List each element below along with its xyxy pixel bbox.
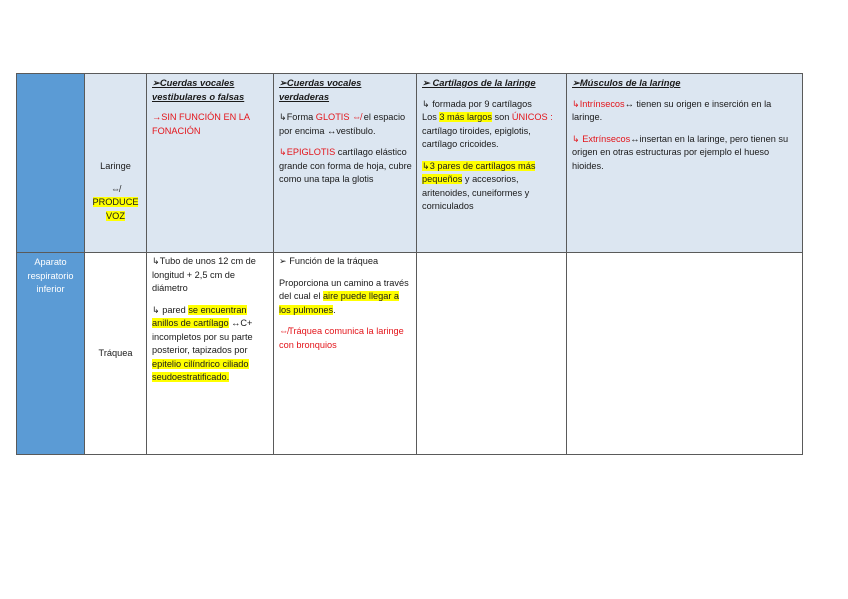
laringe-row	[17, 74, 803, 253]
musculos-extrinsecos: ↳ Extrínsecos↔insertan en la laringe, pero tienen su origen en otras estructuras por ejemplo el hueso hioides.	[572, 133, 789, 171]
traquea-function-header: ➢ Función de la tráquea	[279, 256, 379, 266]
cartilagos-header: ➢ Cartílagos de la laringe	[422, 77, 536, 88]
vestibulares-header-line2: vestibulares o falsas	[152, 90, 245, 102]
traquea-desc-p1: ↳Tubo de unos 12 cm de longitud + 2,5 cm de diámetro	[152, 256, 256, 293]
empty-cell-2	[567, 253, 803, 455]
laringe-label-cell	[85, 74, 147, 253]
traquea-desc-cell	[147, 253, 274, 455]
cartilagos-p1: ↳ formada por 9 cartílagos Los 3 más largos son ÚNICOS : cartílago tiroides, epiglotis, cartílago cricoides.	[422, 98, 553, 149]
verdaderas-header-line2: verdaderas	[279, 90, 330, 102]
row-header-text: Aparato respiratorio inferior	[27, 257, 74, 294]
verdaderas-header-line1: ➢Cuerdas vocales	[279, 77, 362, 88]
verdaderas-cell	[274, 74, 417, 253]
musculos-intrinsecos: ↳Intrínsecos↔ tienen su origen e inserción en la laringe.	[572, 98, 772, 122]
row-header-cell	[17, 253, 85, 455]
laringe-function-line2: VOZ	[106, 210, 125, 221]
cartilagos-cell	[417, 74, 567, 253]
empty-cell-1	[417, 253, 567, 455]
laringe-function-line1: PRODUCE	[92, 197, 139, 207]
laringe-symbol: ⇎	[110, 183, 121, 194]
respiratory-table	[16, 73, 803, 455]
traquea-row	[17, 253, 803, 455]
traquea-label-cell	[85, 253, 147, 455]
traquea-function-p2: ⇎Tráquea comunica la laringe con bronquios	[279, 326, 404, 350]
verdaderas-forma: ↳Forma GLOTIS ⇎ el espacio por encima ↔vestíbulo.	[279, 112, 406, 136]
musculos-cell	[567, 74, 803, 253]
vestibulares-cell	[147, 74, 274, 253]
traquea-function-cell	[274, 253, 417, 455]
musculos-header: ➢Músculos de la laringe	[572, 77, 681, 88]
blue-header-cell-top	[17, 74, 85, 253]
laringe-name: Laringe	[100, 161, 131, 171]
traquea-desc-p2: ↳ pared se encuentran anillos de cartílago ↔C+ incompletos por su parte posterior, tapizados por epitelio cilíndrico ciliado seudoestratificado.	[152, 304, 253, 382]
vestibulares-header-line1: ➢Cuerdas vocales	[152, 77, 235, 88]
vestibulares-note: →SIN FUNCIÓN EN LA FONACIÓN	[152, 112, 250, 136]
traquea-function-p1: Proporciona un camino a través del cual el aire puede llegar a los pulmones.	[279, 277, 409, 315]
traquea-name: Tráquea	[98, 347, 133, 358]
verdaderas-epiglotis: ↳EPIGLOTIS cartílago elástico grande con forma de hoja, cubre como una tapa la glotis	[279, 147, 412, 184]
cartilagos-p2: ↳3 pares de cartílagos más pequeños y accesorios, aritenoides, cuneiformes y corniculados	[422, 160, 536, 211]
